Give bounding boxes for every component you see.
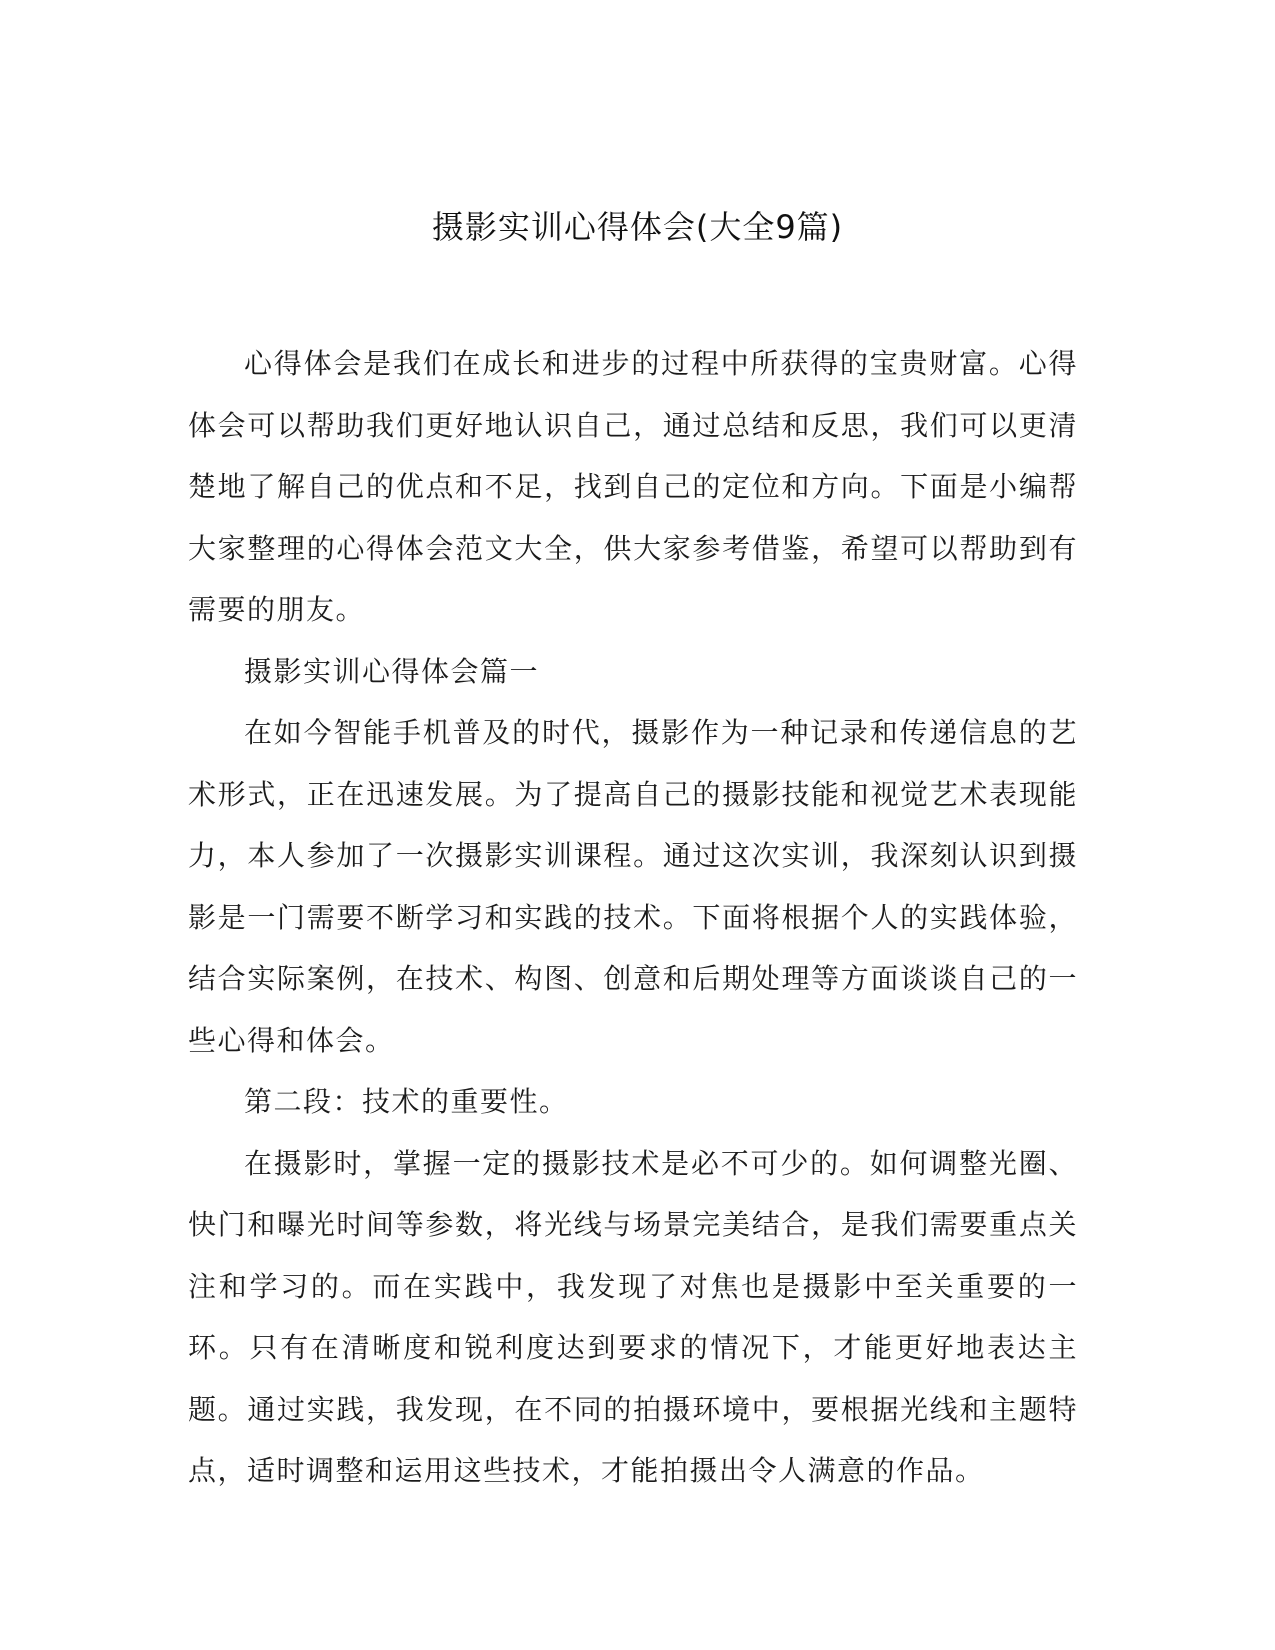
document-body: [188, 333, 1078, 1502]
document-title: 摄影实训心得体会(大全9篇): [431, 208, 844, 246]
part-one-paragraph: 在如今智能手机普及的时代，摄影作为一种记录和传递信息的艺术形式，正在迅速发展。为了提高自己的摄影技能和视觉艺术表现能力，本人参加了一次摄影实训课程。通过这次实训，我深刻认识到摄影是一门需要不断学习和实践的技术。下面将根据个人的实践体验，结合实际案例，在技术、构图、创意和后期处理等方面谈谈自己的一些心得和体会。: [188, 716, 1078, 1057]
section-heading-part-one: 摄影实训心得体会篇一: [244, 654, 540, 688]
section-heading-second-part: 第二段：技术的重要性。: [244, 1085, 569, 1118]
technique-paragraph: 在摄影时，掌握一定的摄影技术是必不可少的。如何调整光圈、快门和曝光时间等参数，将光线与场景完美结合，是我们需要重点关注和学习的。而在实践中，我发现了对焦也是摄影中至关重要的一环。只有在清晰度和锐利度达到要求的情况下，才能更好地表达主题。通过实践，我发现，在不同的拍摄环境中，要根据光线和主题特点，适时调整和运用这些技术，才能拍摄出令人满意的作品。: [188, 1146, 1078, 1487]
intro-paragraph: 心得体会是我们在成长和进步的过程中所获得的宝贵财富。心得体会可以帮助我们更好地认识自己，通过总结和反思，我们可以更清楚地了解自己的优点和不足，找到自己的定位和方向。下面是小编帮大家整理的心得体会范文大全，供大家参考借鉴，希望可以帮助到有需要的朋友。: [188, 347, 1078, 626]
